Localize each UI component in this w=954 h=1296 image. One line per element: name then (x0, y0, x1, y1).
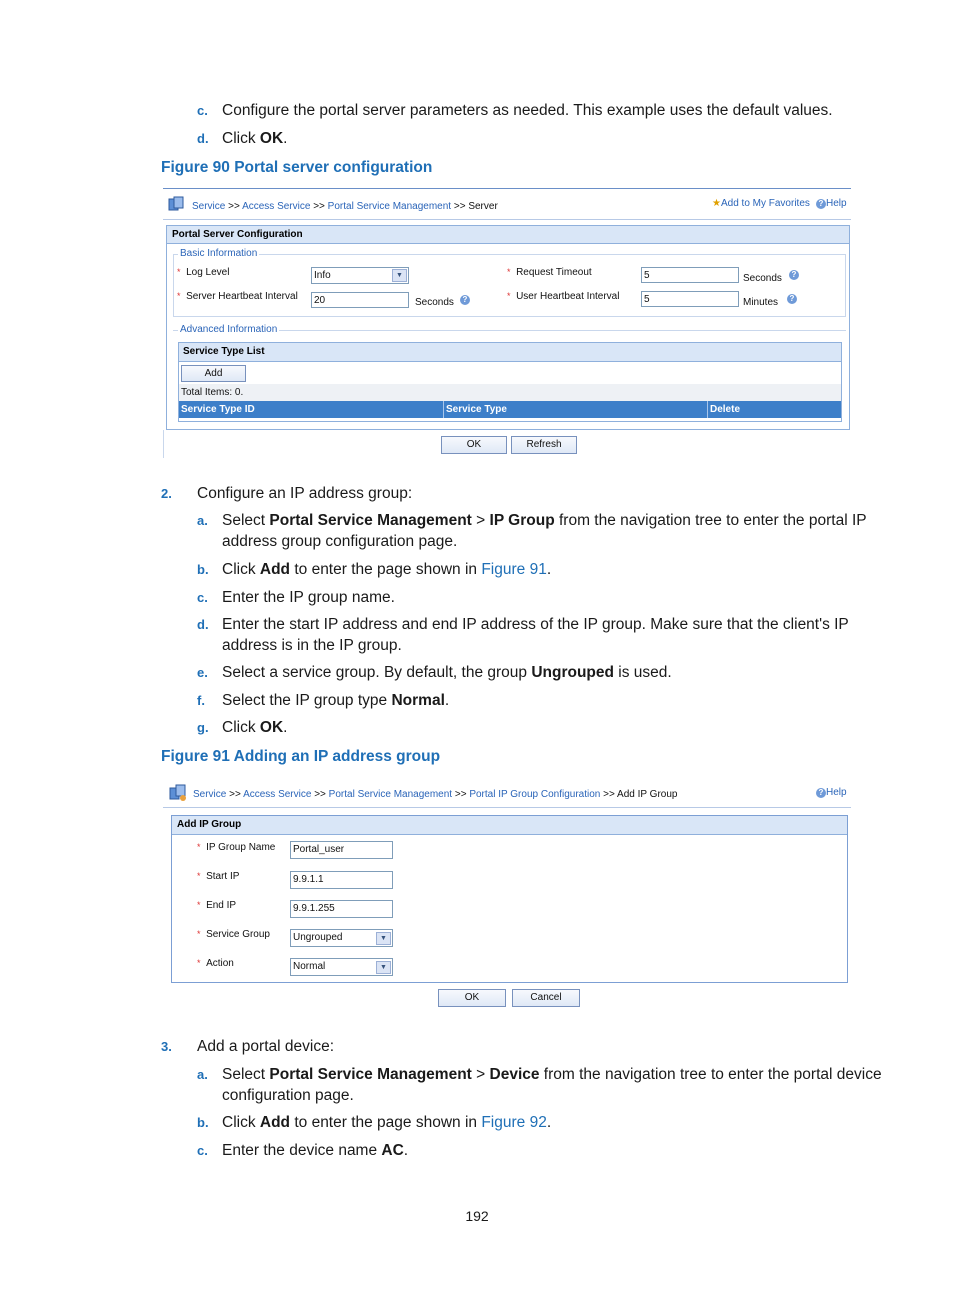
log-level-select[interactable] (311, 267, 409, 284)
ip-group-name-label-row (197, 842, 275, 853)
step-bold: Ungrouped (531, 664, 614, 681)
chevron-down-icon: ▼ (376, 961, 391, 974)
required-icon: * (197, 958, 201, 968)
help-icon: ? (460, 295, 470, 305)
step-bold: Add (259, 1114, 291, 1131)
heartbeat-unit: Seconds (415, 297, 454, 308)
service-type-table-header (179, 401, 841, 418)
timeout-value: 5 (644, 270, 650, 281)
figure-90-screenshot (163, 188, 851, 458)
step-2f (197, 690, 449, 711)
breadcrumb-separator: >> (603, 789, 615, 800)
step-text: Enter the start IP address and end IP address of the IP group. Make sure that the client's IP (222, 616, 849, 633)
divider (163, 807, 851, 808)
figure-91-caption: Figure 91 Adding an IP address group (161, 748, 441, 765)
step-marker: c. (197, 1143, 208, 1158)
step-marker: e. (197, 665, 208, 680)
star-icon: ★ (712, 198, 721, 209)
timeout-label: Request Timeout (516, 267, 592, 278)
action-value: Normal (293, 961, 326, 972)
step-d (197, 128, 287, 149)
user-heartbeat-help[interactable] (787, 293, 797, 304)
help-icon: ? (816, 199, 826, 209)
step-2b (197, 559, 551, 580)
timeout-unit: Seconds (743, 273, 782, 284)
step-marker: b. (197, 1115, 209, 1130)
breadcrumb-separator: >> (454, 789, 467, 800)
step-text: Add a portal device: (197, 1038, 335, 1055)
required-icon: * (507, 291, 511, 301)
step-2 (161, 483, 412, 504)
step-marker: d. (197, 617, 209, 632)
favorites-link[interactable] (712, 198, 810, 209)
heartbeat-input[interactable] (311, 292, 409, 308)
step-text: Select (222, 512, 270, 529)
service-group-select[interactable] (290, 929, 393, 947)
panel-title: Add IP Group (172, 816, 847, 835)
step-text: . (546, 561, 552, 578)
required-icon: * (197, 900, 201, 910)
breadcrumb-service[interactable]: Service (193, 789, 227, 800)
log-level-value: Info (314, 270, 331, 281)
help-icon: ? (816, 788, 826, 798)
chevron-down-icon: ▼ (392, 269, 407, 282)
end-ip-input[interactable] (290, 900, 393, 918)
step-text: . (444, 692, 450, 709)
help-label: Help (826, 198, 847, 209)
step-text: Click (222, 561, 260, 578)
step-text: Select the IP group type (222, 692, 392, 709)
figure-92-link[interactable]: Figure 92 (481, 1114, 547, 1131)
help-link[interactable] (816, 198, 847, 209)
service-group-value: Ungrouped (293, 932, 343, 943)
end-ip-label-row (197, 900, 236, 911)
start-ip-value: 9.9.1.1 (293, 874, 324, 885)
service-icon (169, 784, 187, 802)
log-level-row (177, 267, 229, 278)
step-marker: b. (197, 562, 209, 577)
col-delete[interactable]: Delete (707, 401, 740, 418)
step-text: Configure the portal server parameters as needed. This example uses the default values. (222, 102, 833, 119)
step-marker: f. (197, 693, 205, 708)
required-icon: * (177, 267, 181, 277)
step-text: . (403, 1142, 409, 1159)
heartbeat-help[interactable] (460, 294, 470, 305)
step-text: > (471, 1066, 490, 1083)
log-level-label: Log Level (186, 267, 230, 278)
step-3c (197, 1140, 408, 1161)
step-text: is used. (613, 664, 672, 681)
step-text: Configure an IP address group: (197, 485, 413, 502)
step-bold: Add (259, 561, 291, 578)
service-type-list (178, 342, 842, 422)
step-bold: OK (259, 130, 284, 147)
step-marker: a. (197, 1067, 208, 1082)
required-icon: * (197, 929, 201, 939)
step-bold: Portal Service Management (269, 512, 472, 529)
breadcrumb-current: Server (468, 201, 498, 212)
ip-group-name-value: Portal_user (293, 844, 345, 855)
step-text: . (283, 719, 288, 736)
step-text: from the navigation tree to enter the portal IP (554, 512, 867, 529)
heartbeat-label: Server Heartbeat Interval (186, 291, 298, 302)
add-ip-group-panel (171, 815, 848, 983)
breadcrumb-separator: >> (229, 789, 241, 800)
step-3 (161, 1036, 334, 1057)
step-text: to enter the page shown in (290, 1114, 482, 1131)
action-label-row (197, 958, 234, 969)
step-text: . (546, 1114, 552, 1131)
breadcrumb (192, 201, 498, 212)
step-marker: d. (197, 131, 209, 146)
step-bold: Device (489, 1066, 540, 1083)
service-list-title: Service Type List (179, 343, 841, 362)
step-2a-line2: address group configuration page. (222, 533, 458, 550)
col-service-type-id[interactable]: Service Type ID (181, 404, 255, 415)
add-button[interactable]: Add (181, 365, 246, 382)
breadcrumb-current: Add IP Group (617, 789, 678, 800)
start-ip-label: Start IP (206, 871, 240, 882)
toolbar (179, 362, 841, 384)
step-text: to enter the page shown in (290, 561, 482, 578)
help-label: Help (826, 787, 847, 798)
figure-91-link[interactable]: Figure 91 (481, 561, 547, 578)
breadcrumb-access-service[interactable]: Access Service (242, 201, 311, 212)
chevron-down-icon: ▼ (376, 932, 391, 945)
step-bold: OK (259, 719, 284, 736)
breadcrumb-separator: >> (313, 201, 325, 212)
advanced-info-legend: Advanced Information (180, 324, 278, 335)
help-icon: ? (789, 270, 799, 280)
timeout-row (507, 267, 592, 278)
step-2d (197, 614, 849, 635)
ip-group-name-label: IP Group Name (206, 842, 276, 853)
breadcrumb-access-service[interactable]: Access Service (243, 789, 312, 800)
breadcrumb-service[interactable]: Service (192, 201, 226, 212)
step-3b (197, 1112, 551, 1133)
step-2g (197, 717, 287, 738)
step-marker: c. (197, 103, 208, 118)
step-3a (197, 1064, 897, 1085)
timeout-input[interactable] (641, 267, 739, 283)
step-text: Enter the IP group name. (222, 589, 395, 606)
breadcrumb-portal-ip-group-config[interactable]: Portal IP Group Configuration (469, 789, 601, 800)
top-rule (163, 188, 851, 189)
step-bold: IP Group (489, 512, 555, 529)
step-number: 3. (161, 1039, 172, 1054)
ok-button[interactable]: OK (438, 989, 506, 1007)
divider (163, 219, 851, 220)
required-icon: * (197, 871, 201, 881)
col-service-type[interactable]: Service Type (443, 401, 507, 418)
step-marker: g. (197, 720, 209, 735)
step-bold: Portal Service Management (269, 1066, 472, 1083)
user-heartbeat-row (507, 291, 619, 302)
left-edge (163, 430, 164, 458)
end-ip-label: End IP (206, 900, 237, 911)
action-label: Action (206, 958, 234, 969)
step-marker: c. (197, 590, 208, 605)
breadcrumb-separator: >> (453, 201, 466, 212)
heartbeat-value: 20 (314, 295, 326, 306)
page-number: 192 (465, 1208, 489, 1224)
step-c (197, 100, 833, 121)
breadcrumb-separator: >> (228, 201, 240, 212)
service-group-label: Service Group (206, 929, 270, 940)
step-text: Select (222, 1066, 270, 1083)
step-bold: AC (381, 1142, 404, 1159)
service-icon (168, 196, 184, 212)
basic-info-legend: Basic Information (180, 248, 258, 259)
required-icon: * (197, 842, 201, 852)
step-number: 2. (161, 486, 172, 501)
start-ip-input[interactable] (290, 871, 393, 889)
step-marker: a. (197, 513, 208, 528)
user-heartbeat-value: 5 (644, 294, 650, 305)
step-bold: Normal (391, 692, 445, 709)
step-2a (197, 510, 877, 531)
step-text: Enter the device name (222, 1142, 382, 1159)
step-2e (197, 662, 672, 683)
figure-90-caption: Figure 90 Portal server configuration (161, 159, 433, 176)
end-ip-value: 9.9.1.255 (293, 903, 335, 914)
step-text: from the navigation tree to enter the portal device (539, 1066, 882, 1083)
timeout-help[interactable] (789, 269, 799, 280)
required-icon: * (507, 267, 511, 277)
ok-button[interactable]: OK (441, 436, 507, 454)
action-select[interactable] (290, 958, 393, 976)
cancel-button[interactable]: Cancel (512, 989, 580, 1007)
step-text: Click (222, 719, 260, 736)
breadcrumb-separator: >> (314, 789, 326, 800)
help-icon: ? (787, 294, 797, 304)
total-items: Total Items: 0. (179, 384, 841, 401)
user-heartbeat-unit: Minutes (743, 297, 779, 308)
step-3a-line2: configuration page. (222, 1087, 354, 1104)
favorites-label: Add to My Favorites (720, 198, 810, 209)
refresh-button[interactable]: Refresh (511, 436, 577, 454)
help-link[interactable] (816, 787, 847, 798)
user-heartbeat-input[interactable] (641, 291, 739, 307)
panel-title: Portal Server Configuration (167, 226, 849, 244)
step-text: . (283, 130, 288, 147)
start-ip-label-row (197, 871, 239, 882)
step-2d-line2: address is in the IP group. (222, 637, 402, 654)
breadcrumb (193, 789, 677, 800)
figure-91-screenshot (163, 778, 851, 1010)
step-2c (197, 587, 395, 608)
step-text: Select a service group. By default, the group (222, 664, 532, 681)
user-heartbeat-label: User Heartbeat Interval (516, 291, 620, 302)
step-text: Click (222, 130, 260, 147)
breadcrumb-portal-service-management[interactable]: Portal Service Management (328, 789, 453, 800)
ip-group-name-input[interactable] (290, 841, 393, 859)
step-text: Click (222, 1114, 260, 1131)
step-text: > (471, 512, 490, 529)
breadcrumb-portal-service-management[interactable]: Portal Service Management (327, 201, 452, 212)
portal-server-panel (166, 225, 850, 430)
service-group-label-row (197, 929, 270, 940)
required-icon: * (177, 291, 181, 301)
heartbeat-row (177, 291, 298, 302)
